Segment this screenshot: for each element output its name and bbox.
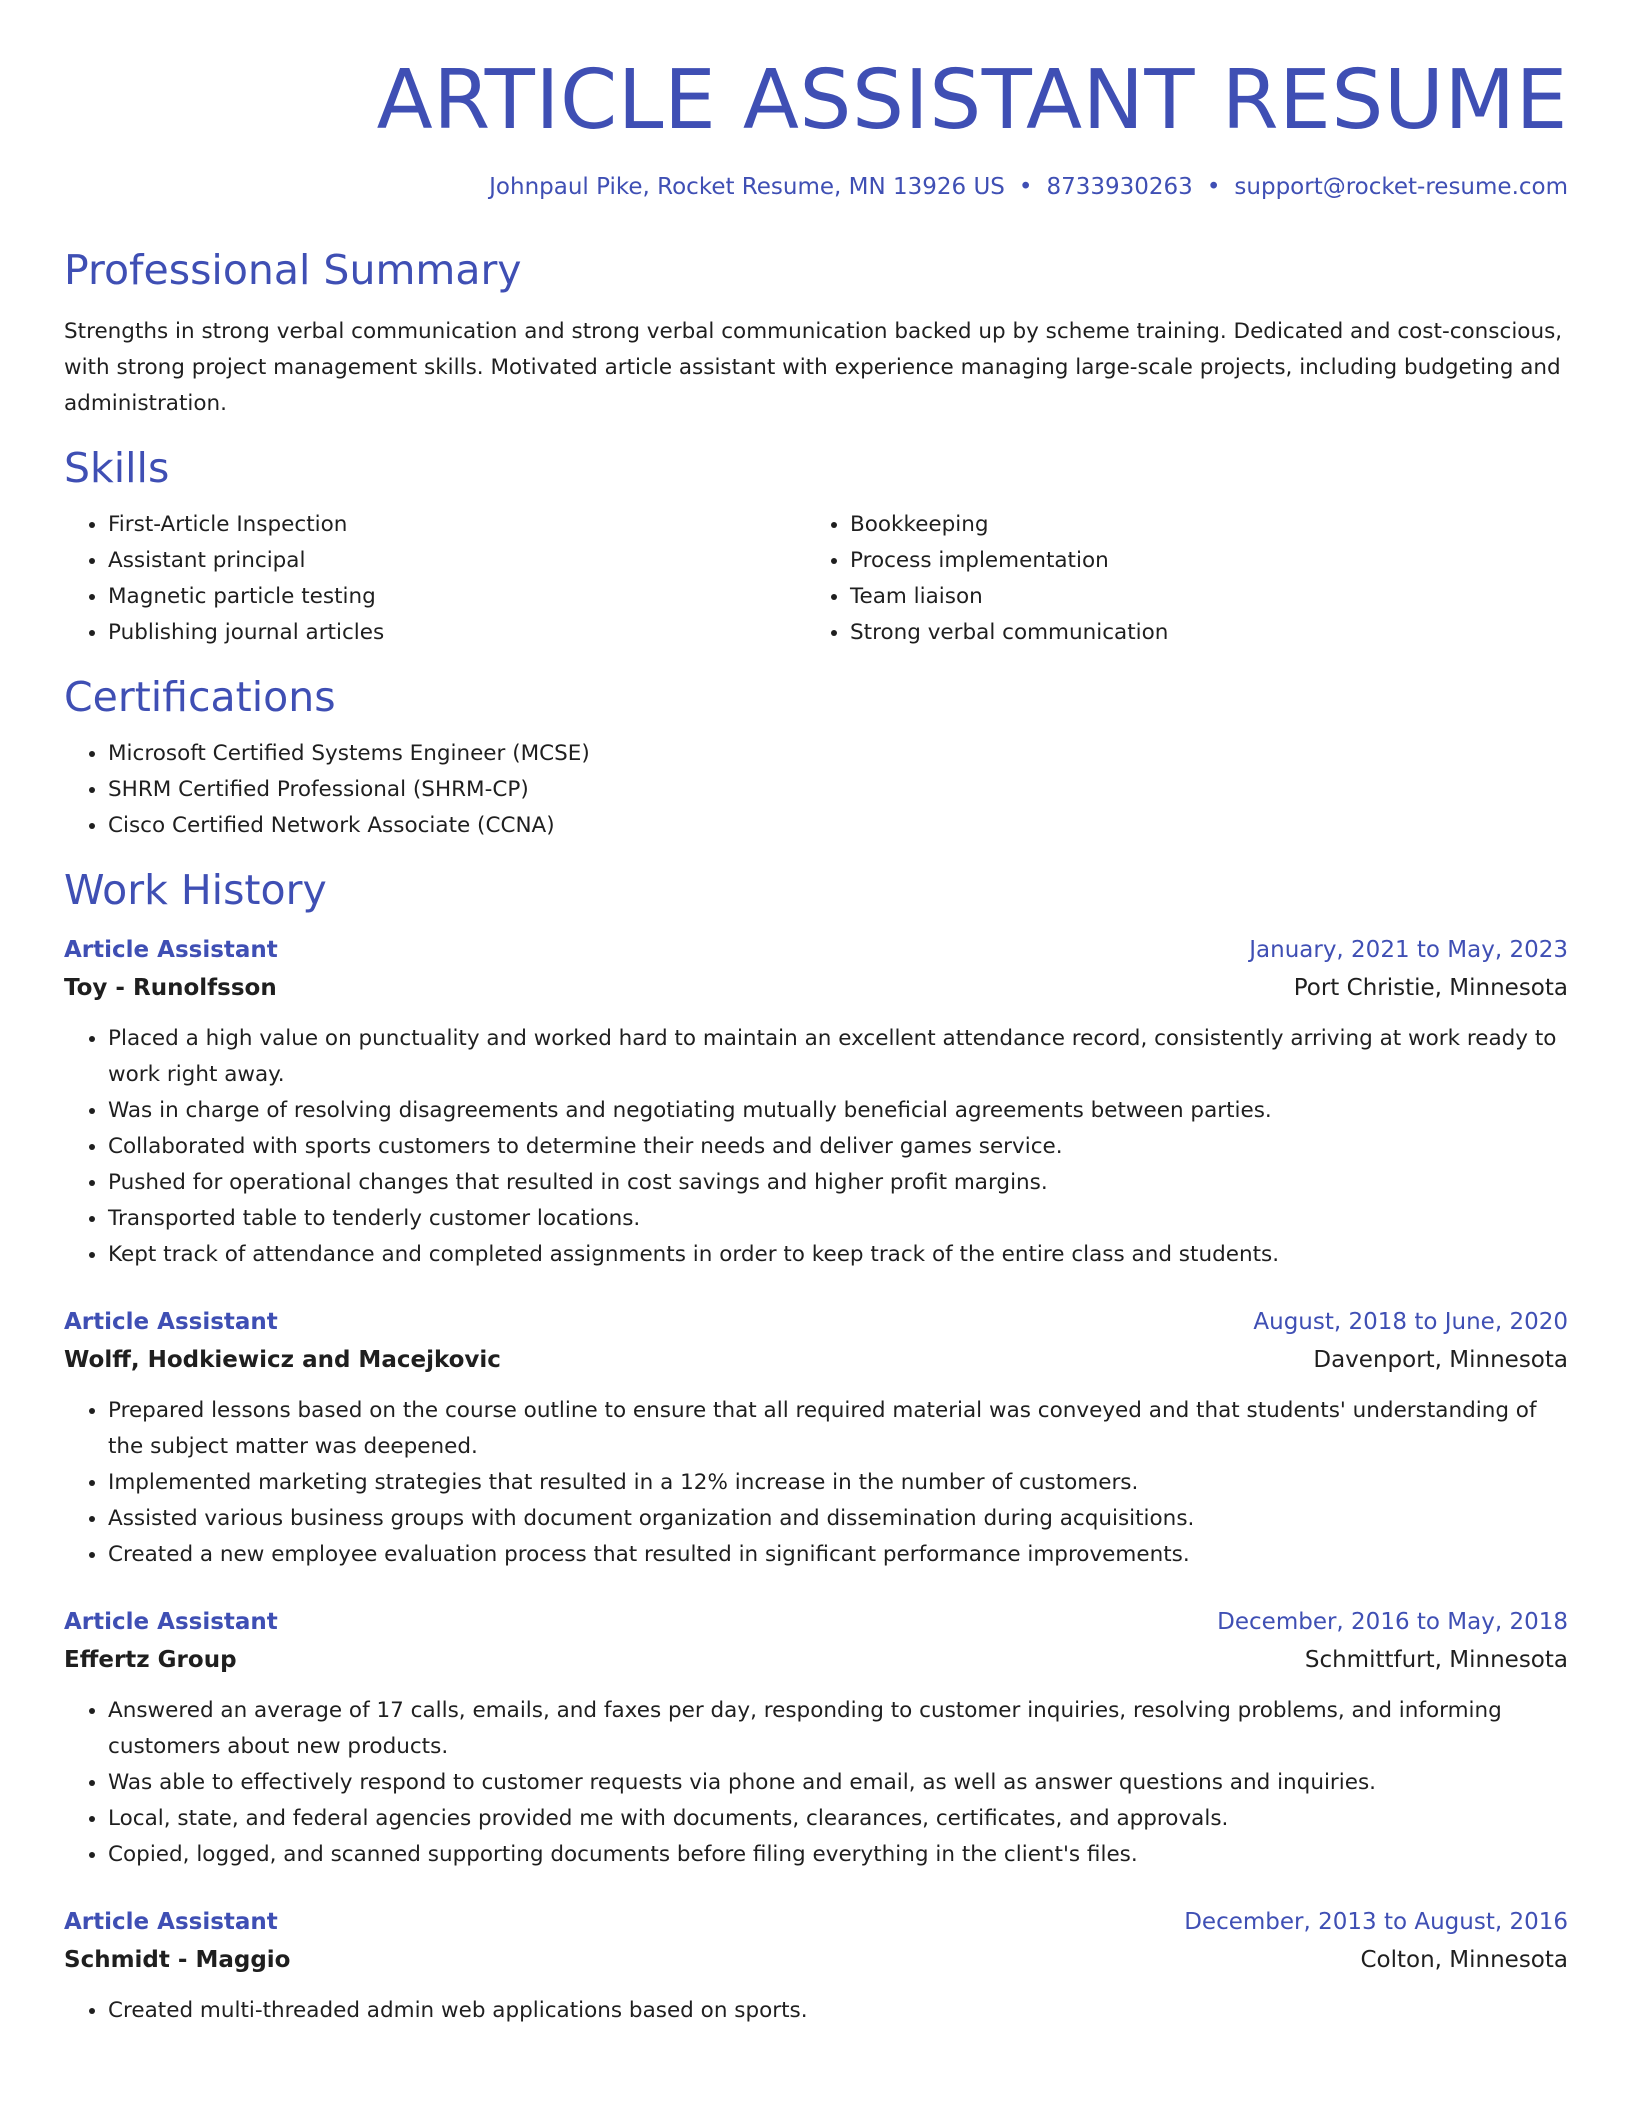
job-location: Colton, Minnesota bbox=[1360, 1947, 1568, 1974]
contact-email: support@rocket-resume.com bbox=[1234, 173, 1568, 200]
job-bullet: • Assisted various business groups with document organization and dissemination during acquisitions. bbox=[108, 1501, 1568, 1537]
job-company: Wolff, Hodkiewicz and Macejkovic bbox=[64, 1347, 501, 1374]
job-bullet: • Created multi-threaded admin web applications based on sports. bbox=[108, 1993, 1568, 2029]
job-bullet: • Pushed for operational changes that resulted in cost savings and higher profit margins. bbox=[108, 1165, 1568, 1201]
skill-item: • Publishing journal articles bbox=[108, 615, 806, 651]
skill-item: • Strong verbal communication bbox=[850, 615, 1568, 651]
job-bullet: • Prepared lessons based on the course outline to ensure that all required material was conveyed and that students' understanding of the subject matter was deepened. bbox=[108, 1393, 1568, 1465]
contact-separator: • bbox=[1018, 173, 1033, 200]
job-bullet: • Placed a high value on punctuality and worked hard to maintain an excellent attendance record, consistently arriving at work ready to work right away. bbox=[108, 1021, 1568, 1093]
job-company-row bbox=[64, 969, 1568, 1007]
skills-list-left bbox=[64, 507, 806, 651]
certification-item: • Cisco Certified Network Associate (CCNA) bbox=[108, 808, 1568, 844]
job-location: Schmittfurt, Minnesota bbox=[1304, 1647, 1568, 1674]
job-bullet: • Implemented marketing strategies that resulted in a 12% increase in the number of customers. bbox=[108, 1465, 1568, 1501]
certifications-heading: Certifications bbox=[64, 672, 336, 721]
job-bullets bbox=[64, 1393, 1568, 1573]
job-title-row bbox=[64, 1303, 1568, 1341]
job-bullets bbox=[64, 1993, 1568, 2029]
job-bullet: • Collaborated with sports customers to determine their needs and deliver games service. bbox=[108, 1129, 1568, 1165]
skill-item: • Bookkeeping bbox=[850, 507, 1568, 543]
job-bullet: • Local, state, and federal agencies provided me with documents, clearances, certificates, and approvals. bbox=[108, 1801, 1568, 1837]
job-dates: December, 2016 to May, 2018 bbox=[1217, 1609, 1568, 1636]
job-bullet: • Created a new employee evaluation process that resulted in significant performance improvements. bbox=[108, 1537, 1568, 1573]
job-bullet: • Answered an average of 17 calls, emails, and faxes per day, responding to customer inquiries, resolving problems, and informing customers about new products. bbox=[108, 1693, 1568, 1765]
job-bullet: • Was able to effectively respond to customer requests via phone and email, as well as answer questions and inquiries. bbox=[108, 1765, 1568, 1801]
contact-address: Johnpaul Pike, Rocket Resume, MN 13926 US bbox=[489, 173, 1005, 200]
resume-header bbox=[64, 48, 1568, 202]
job-title: Article Assistant bbox=[64, 1609, 278, 1636]
job-company: Effertz Group bbox=[64, 1647, 237, 1674]
skills-list-right bbox=[806, 507, 1568, 651]
job-title: Article Assistant bbox=[64, 1909, 278, 1936]
summary-text: Strengths in strong verbal communication and strong verbal communication backed up by scheme training. Dedicated and cost-conscious, with strong project management skills. Motivated article assistant with experience managing large-scale projects, including budgeting and administration. bbox=[64, 318, 1563, 416]
certification-item: • SHRM Certified Professional (SHRM-CP) bbox=[108, 772, 1568, 808]
job-entry bbox=[64, 931, 1568, 1273]
job-bullet: • Transported table to tenderly customer locations. bbox=[108, 1201, 1568, 1237]
contact-separator: • bbox=[1206, 173, 1221, 200]
job-company-row bbox=[64, 1341, 1568, 1379]
contact-line bbox=[64, 173, 1568, 203]
skill-item: • Assistant principal bbox=[108, 543, 806, 579]
job-dates: August, 2018 to June, 2020 bbox=[1253, 1309, 1568, 1336]
job-dates: January, 2021 to May, 2023 bbox=[1249, 937, 1568, 964]
job-entry bbox=[64, 1303, 1568, 1573]
job-company: Schmidt - Maggio bbox=[64, 1947, 291, 1974]
job-title: Article Assistant bbox=[64, 1309, 278, 1336]
skills-grid bbox=[64, 507, 1568, 651]
skill-item: • Magnetic particle testing bbox=[108, 579, 806, 615]
certifications-section bbox=[64, 673, 1568, 844]
job-location: Port Christie, Minnesota bbox=[1293, 975, 1568, 1002]
skill-item: • Team liaison bbox=[850, 579, 1568, 615]
job-dates: December, 2013 to August, 2016 bbox=[1184, 1909, 1568, 1936]
certifications-list bbox=[64, 736, 1568, 844]
job-entry bbox=[64, 1603, 1568, 1873]
job-title: Article Assistant bbox=[64, 937, 278, 964]
summary-heading: Professional Summary bbox=[64, 246, 522, 295]
job-location: Davenport, Minnesota bbox=[1313, 1347, 1568, 1374]
job-entry bbox=[64, 1903, 1568, 2029]
work-history-heading: Work History bbox=[64, 866, 327, 915]
contact-phone: 8733930263 bbox=[1046, 173, 1193, 200]
job-bullets bbox=[64, 1021, 1568, 1273]
job-bullet: • Copied, logged, and scanned supporting documents before filing everything in the client's files. bbox=[108, 1837, 1568, 1873]
job-title-row bbox=[64, 1603, 1568, 1641]
resume-title: ARTICLE ASSISTANT RESUME bbox=[376, 53, 1568, 148]
job-company: Toy - Runolfsson bbox=[64, 975, 277, 1002]
job-bullet: • Kept track of attendance and completed assignments in order to keep track of the entire class and students. bbox=[108, 1237, 1568, 1273]
job-title-row bbox=[64, 931, 1568, 969]
certification-item: • Microsoft Certified Systems Engineer (MCSE) bbox=[108, 736, 1568, 772]
job-title-row bbox=[64, 1903, 1568, 1941]
skills-section bbox=[64, 444, 1568, 651]
job-company-row bbox=[64, 1641, 1568, 1679]
job-bullet: • Was in charge of resolving disagreements and negotiating mutually beneficial agreements between parties. bbox=[108, 1093, 1568, 1129]
summary-section bbox=[64, 246, 1568, 421]
skills-heading: Skills bbox=[64, 443, 170, 492]
work-history-section bbox=[64, 866, 1568, 2029]
job-bullets bbox=[64, 1693, 1568, 1873]
skill-item: • Process implementation bbox=[850, 543, 1568, 579]
job-company-row bbox=[64, 1941, 1568, 1979]
skill-item: • First-Article Inspection bbox=[108, 507, 806, 543]
